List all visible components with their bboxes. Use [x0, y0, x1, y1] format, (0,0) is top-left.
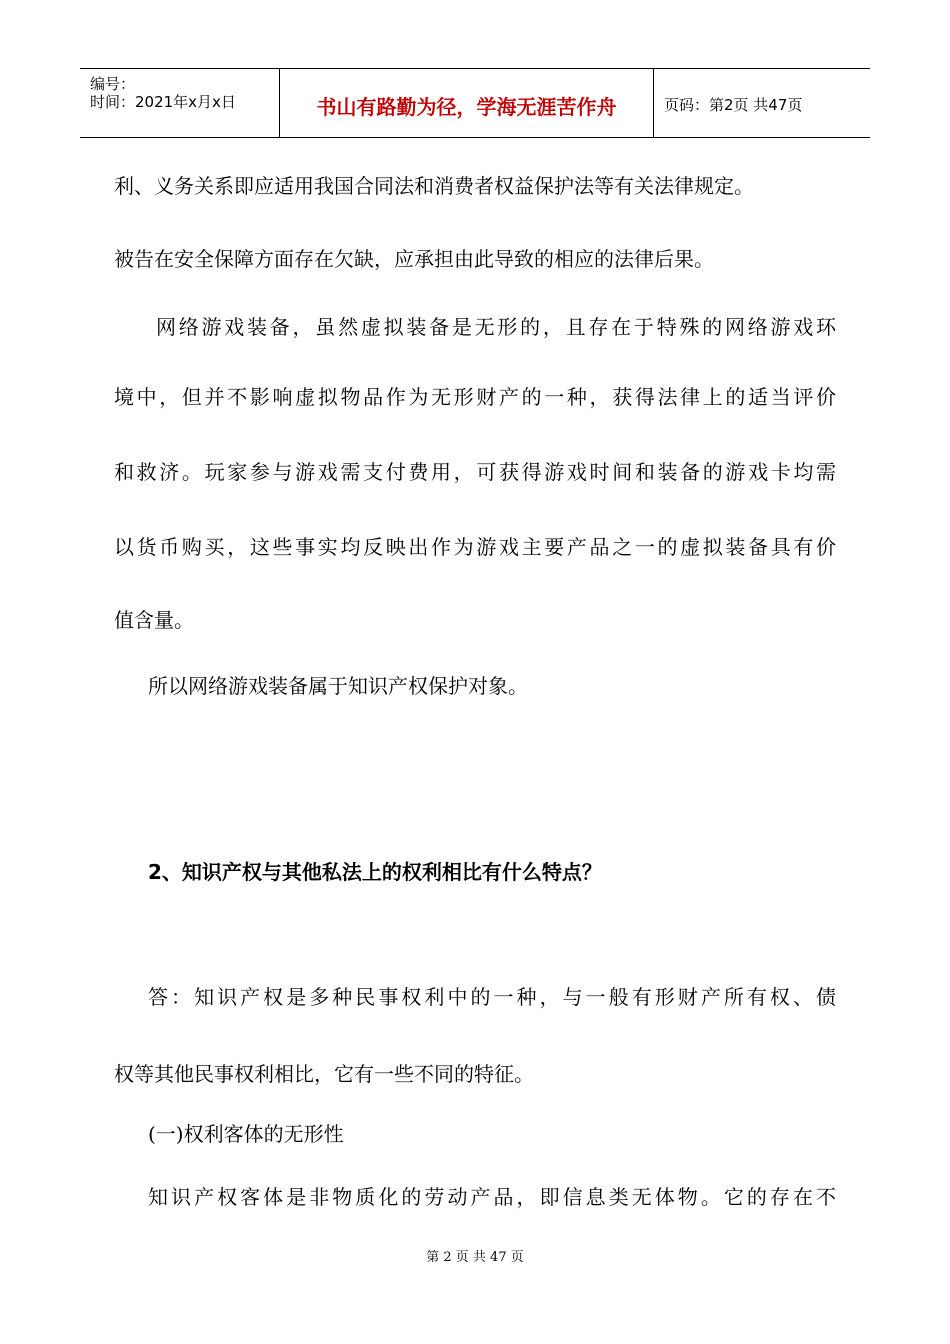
body-line: 以货币购买，这些事实均反映出作为游戏主要产品之一的虚拟装备具有价 [114, 535, 836, 559]
date-line: 时间：2021年x月x日 [90, 93, 236, 111]
header-page-cell [654, 69, 870, 137]
body-line: 被告在安全保障方面存在欠缺，应承担由此导致的相应的法律后果。 [114, 247, 714, 271]
body-line: 答：知识产权是多种民事权利中的一种，与一般有形财产所有权、债 [148, 985, 836, 1009]
body-line: 和救济。玩家参与游戏需支付费用，可获得游戏时间和装备的游戏卡均需 [114, 460, 836, 484]
body-line: 网络游戏装备，虽然虚拟装备是无形的，且存在于特殊的网络游戏环 [156, 315, 836, 339]
header-meta-cell [80, 69, 280, 137]
header-motto-cell [280, 69, 654, 137]
body-line: 知识产权客体是非物质化的劳动产品，即信息类无体物。它的存在不 [148, 1185, 836, 1209]
header-motto: 书山有路勤为径，学海无涯苦作舟 [316, 95, 617, 119]
header-page-info: 页码：第2页 共47页 [664, 96, 803, 114]
body-line: 所以网络游戏装备属于知识产权保护对象。 [148, 674, 528, 698]
page-footer: 第 2 页 共 47 页 [426, 1250, 524, 1265]
section-question-heading: 2、知识产权与其他私法上的权利相比有什么特点？ [148, 860, 602, 884]
serial-number-label: 编号： [90, 75, 136, 93]
body-line: 利、义务关系即应适用我国合同法和消费者权益保护法等有关法律规定。 [114, 174, 754, 198]
subsection-heading: (一)权利客体的无形性 [148, 1122, 344, 1146]
body-line: 境中，但并不影响虚拟物品作为无形财产的一种，获得法律上的适当评价 [114, 385, 836, 409]
page-header [80, 68, 870, 138]
body-line: 值含量。 [114, 608, 194, 632]
body-line: 权等其他民事权利相比，它有一些不同的特征。 [114, 1062, 534, 1086]
